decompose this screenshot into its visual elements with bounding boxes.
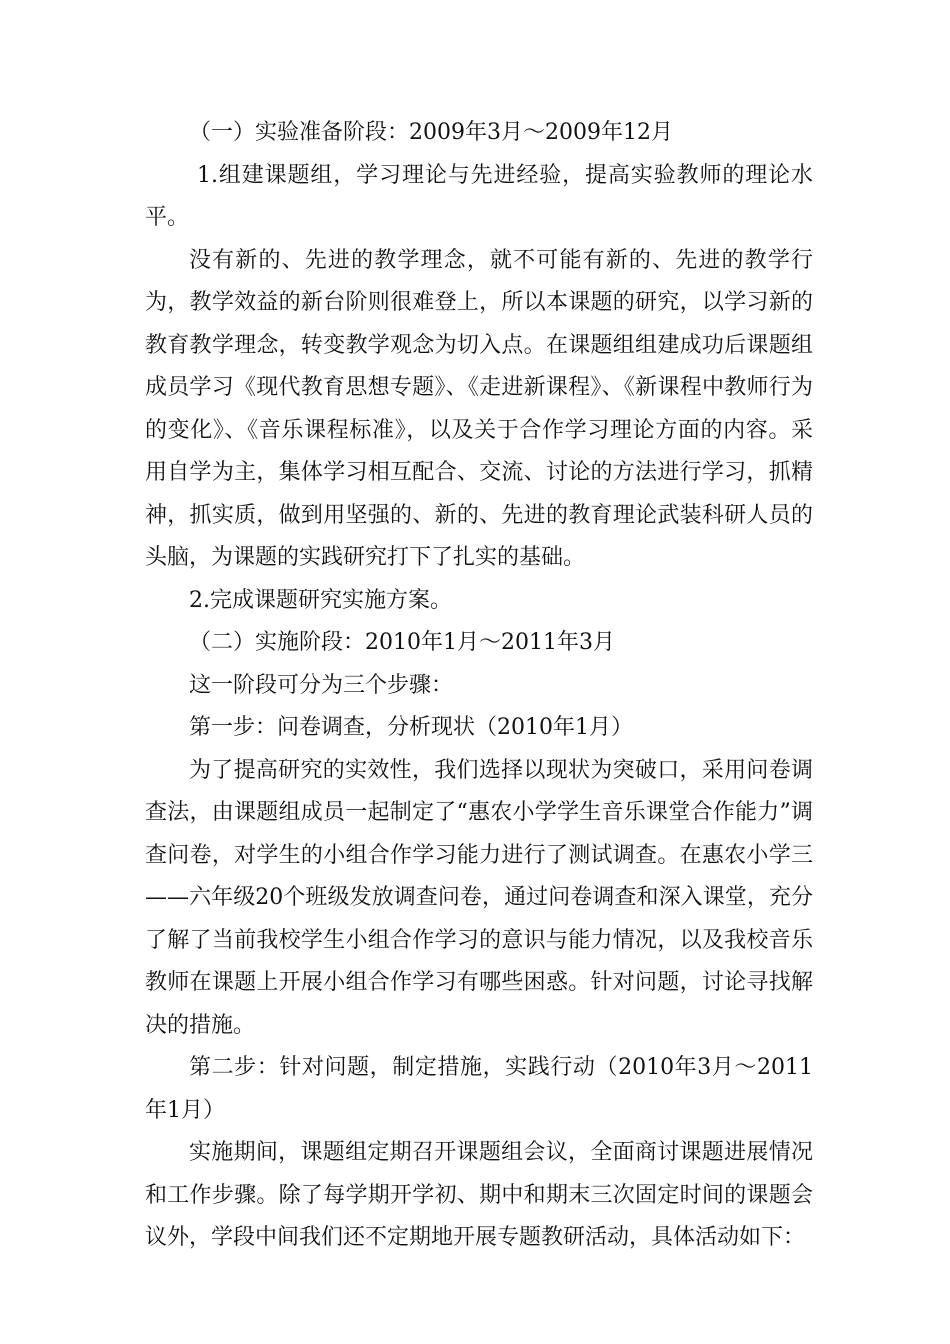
document-body xyxy=(145,112,813,1260)
paragraph-survey-details: 为了提高研究的实效性，我们选择以现状为突破口，采用问卷调查法，由课题组成员一起制定了“惠农小学学生音乐课堂合作能力”调查问卷，对学生的小组合作学习能力进行了测试调查。在惠农小学三——六年级20个班级发放调查问卷，通过问卷调查和深入课堂，充分了解了当前我校学生小组合作学习的意识与能力情况，以及我校音乐教师在课题上开展小组合作学习有哪些困惑。针对问题，讨论寻找解决的措施。 xyxy=(145,757,813,1038)
paragraph-step-1-form-group: 1.组建课题组，学习理论与先进经验，提高实验教师的理论水平。 xyxy=(145,162,813,230)
subheading-step-two-measures: 第二步：针对问题，制定措施，实践行动（2010年3月～2011年1月） xyxy=(145,1055,813,1123)
section-heading-preparation-stage: （一）实验准备阶段：2009年3月～2009年12月 xyxy=(189,120,673,145)
paragraph-theory-study: 没有新的、先进的教学理念，就不可能有新的、先进的教学行为，教学效益的新台阶则很难登上，所以本课题的研究，以学习新的教育教学理念，转变教学观念为切入点。在课题组组建成功后课题组成员学习《现代教育思想专题》、《走进新课程》、《新课程中教师行为的变化》、《音乐课程标准》，以及关于合作学习理论方面的内容。采用自学为主，集体学习相互配合、交流、讨论的方法进行学习，抓精神，抓实质，做到用坚强的、新的、先进的教育理论武装科研人员的头脑，为课题的实践研究打下了扎实的基础。 xyxy=(145,247,813,570)
subheading-step-one-survey: 第一步：问卷调查，分析现状（2010年1月） xyxy=(189,715,633,740)
paragraph-three-steps-intro: 这一阶段可分为三个步骤： xyxy=(189,672,454,698)
paragraph-implementation-meetings: 实施期间，课题组定期召开课题组会议，全面商讨课题进展情况和工作步骤。除了每学期开学初、期中和期末三次固定时间的课题会议外，学段中间我们还不定期地开展专题教研活动，具体活动如下： xyxy=(145,1140,813,1250)
paragraph-step-2-plan: 2.完成课题研究实施方案。 xyxy=(189,587,452,613)
section-heading-implementation-stage: （二）实施阶段：2010年1月～2011年3月 xyxy=(189,630,615,655)
